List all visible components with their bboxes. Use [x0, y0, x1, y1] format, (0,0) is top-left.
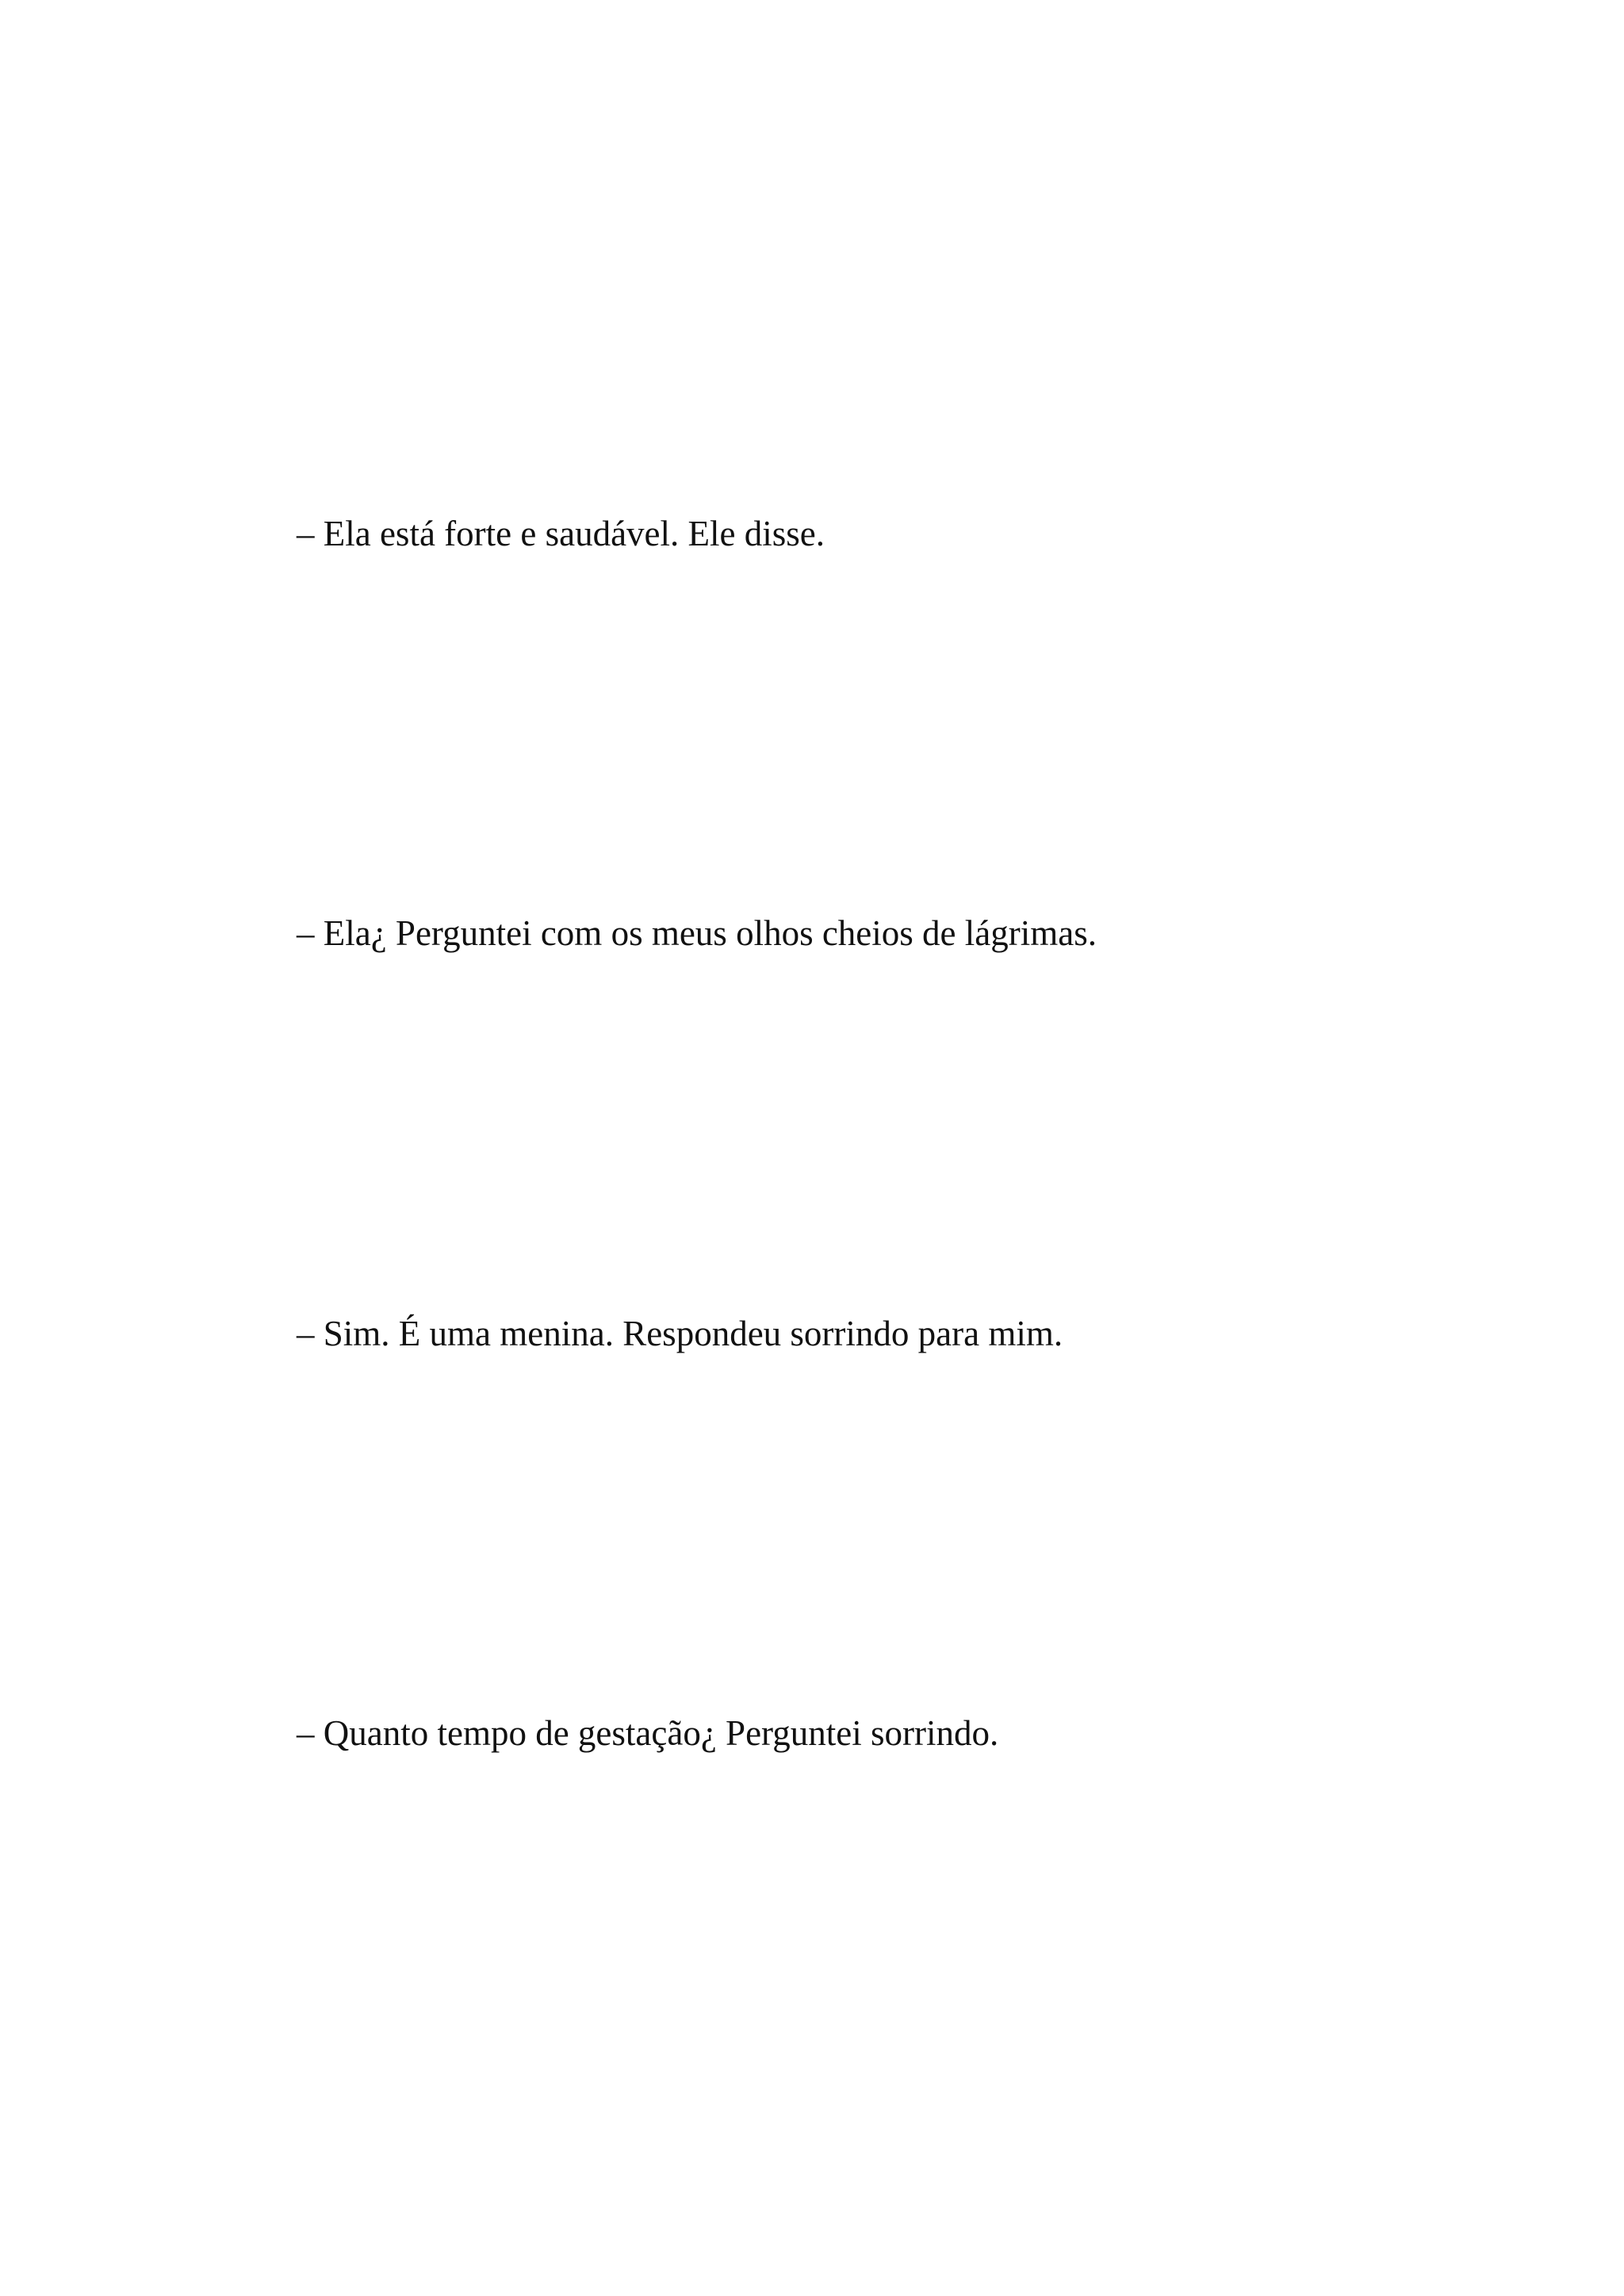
dialogue-line: – Ela está forte e saudável. Ele disse.	[297, 514, 825, 553]
dialogue-line: – Quanto tempo de gestação¿ Perguntei sorrindo.	[297, 1713, 999, 1753]
dialogue-line: – Sim. É uma menina. Respondeu sorrindo para mim.	[297, 1314, 1063, 1353]
dialogue-line: – Ela¿ Perguntei com os meus olhos cheios de lágrimas.	[297, 913, 1097, 953]
